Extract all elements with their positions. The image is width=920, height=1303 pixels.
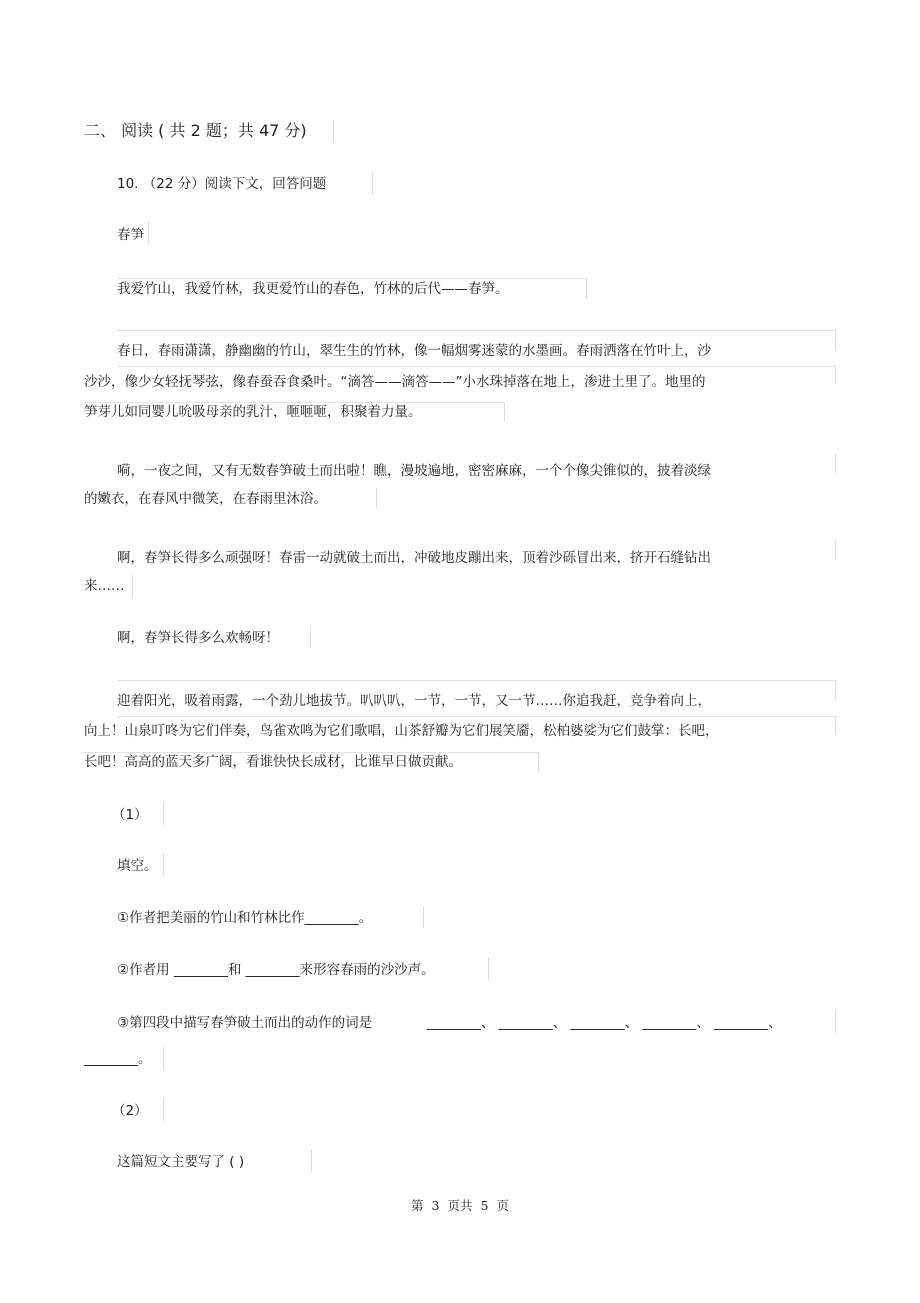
paragraph-6-line-3: 长吧！高高的蓝天多广阔，看谁快快长成材，比谁早日做贡献。 [84,754,462,770]
divider [311,1150,312,1172]
sub-question-1-label: （1） [112,807,148,823]
divider [835,330,836,350]
divider [372,172,373,194]
paragraph-1: 我爱竹山，我爱竹林，我更爱竹山的春色，竹林的后代——春笋。 [117,281,509,297]
paragraph-5: 啊，春笋长得多么欢畅呀！ [117,630,279,646]
divider [132,575,133,597]
footer-page-number: 3 [431,1198,440,1213]
divider [835,680,836,700]
paragraph-4-line-1: 啊，春笋长得多么顽强呀！春雷一动就破土而出，冲破地皮蹦出来，顶着沙砾冒出来，挤开石缝钻出 [117,550,711,566]
fill-blank-item-1: ①作者把美丽的竹山和竹林比作________。 [117,910,373,926]
divider [835,540,836,560]
divider [835,1011,836,1033]
divider [586,278,587,298]
divider [148,222,149,244]
footer-suffix: 页 [496,1198,509,1213]
divider [538,752,539,772]
paragraph-3-line-2: 的嫩衣，在春风中微笑，在春雨里沐浴。 [84,491,327,507]
page-footer [0,1196,920,1214]
divider [163,1099,164,1121]
footer-prefix: 第 [411,1198,424,1213]
paragraph-2-line-1: 春日，春雨潇潇，静幽幽的竹山，翠生生的竹林，像一幅烟雾迷蒙的水墨画。春雨洒落在竹叶上，沙 [117,343,711,359]
footer-middle: 页共 [447,1198,473,1213]
divider [163,1047,164,1069]
passage-title: 春笋 [117,227,144,243]
divider [333,120,334,142]
divider [488,958,489,980]
divider [117,366,835,367]
divider [835,716,836,734]
sub-question-2-label: （2） [112,1103,148,1119]
sub-question-2-stem: 这篇短文主要写了 ( ) [117,1154,245,1170]
paragraph-2-line-2: 沙沙，像少女轻抚琴弦，像春蚕吞食桑叶。“滴答——滴答——”小水珠掉落在地上，渗进土里了。地里的 [84,374,706,390]
footer-total-pages: 5 [480,1198,489,1213]
divider [117,680,835,681]
fill-blank-item-2: ②作者用 ________和 ________来形容春雨的沙沙声。 [117,962,435,978]
paragraph-6-line-1: 迎着阳光，吸着雨露，一个劲儿地拔节。叭叭叭，一节，一节，又一节……你追我赶，竞争着向上， [117,693,711,709]
sub-question-1-instruction: 填空。 [117,858,158,874]
fill-blank-item-3-text: ③第四段中描写春笋破土而出的动作的词是 [117,1015,373,1031]
paragraph-4-line-2: 来…… [84,578,125,594]
divider [117,278,586,279]
divider [117,330,835,331]
divider [117,716,835,717]
divider [504,402,505,422]
divider [835,453,836,473]
divider [163,803,164,825]
fill-blank-item-3-blanks: ________、 ________、 ________、 ________、 ________、 [427,1015,782,1031]
fill-blank-item-3-tail: ________。 [84,1051,152,1067]
divider [163,854,164,876]
divider [310,626,311,648]
paragraph-3-line-1: 嗬，一夜之间，又有无数春笋破土而出啦！瞧，漫坡遍地，密密麻麻，一个个像尖锥似的，披着淡绿 [117,463,711,479]
section-heading: 二、 阅读 ( 共 2 题；共 47 分) [84,121,307,140]
paragraph-2-line-3: 笋芽儿如同婴儿吮吸母亲的乳汁，咂咂咂，积聚着力量。 [84,404,422,420]
divider [423,906,424,928]
question-header: 10. （22 分）阅读下文，回答问题 [117,176,327,192]
divider [835,366,836,384]
paragraph-6-line-2: 向上！山泉叮咚为它们伴奏，鸟雀欢鸣为它们歌唱，山茶舒瓣为它们展笑靥，松柏婆娑为它们鼓掌：长吧， [84,723,719,739]
divider [376,488,377,508]
